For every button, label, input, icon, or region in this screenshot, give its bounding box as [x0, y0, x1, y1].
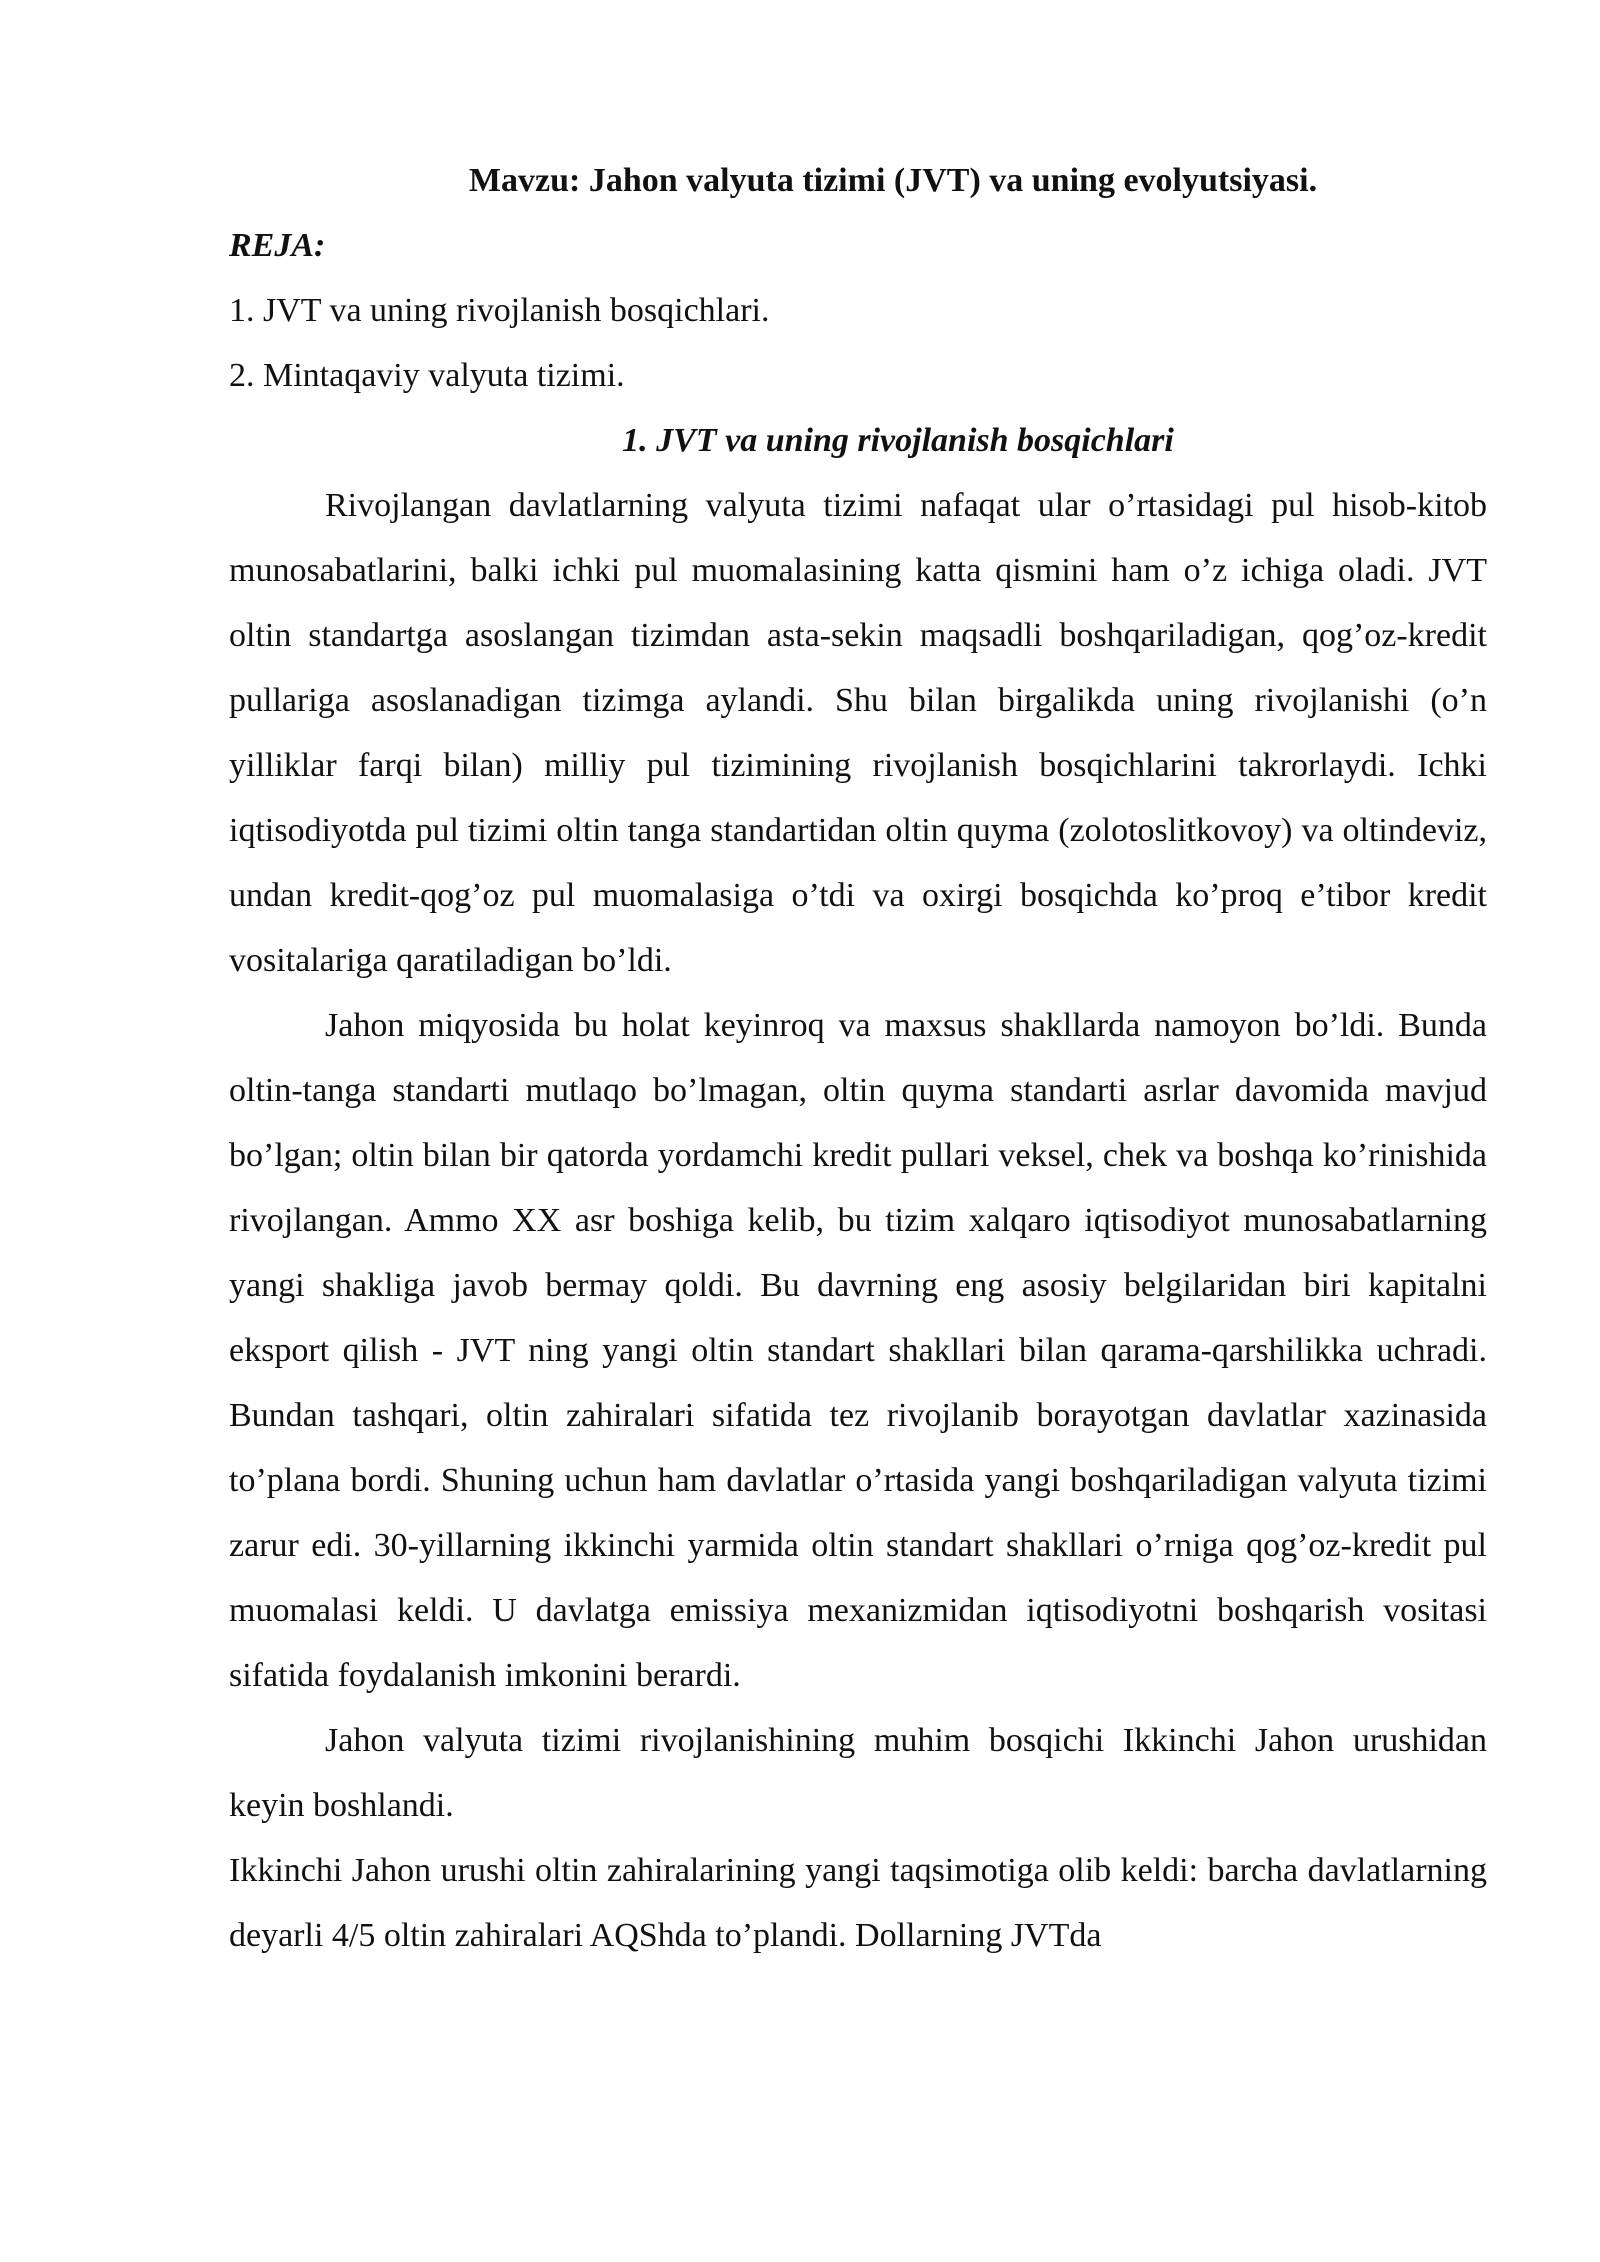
paragraph-3: Jahon valyuta tizimi rivojlanishining muhim bosqichi Ikkinchi Jahon urushidan keyin boshlandi. — [229, 1722, 1487, 1824]
plan-item-1: 1. JVT va uning rivojlanish bosqichlari. — [229, 292, 770, 329]
document-title: Mavzu: Jahon valyuta tizimi (JVT) va uning evolyutsiyasi. — [468, 162, 1318, 199]
paragraph-2: Jahon miqyosida bu holat keyinroq va maxsus shakllarda namoyon bo’ldi. Bunda oltin-tanga standarti mutlaqo bo’lmagan, oltin quyma standarti asrlar davomida mavjud bo’lgan; oltin bilan bir qatorda yordamchi kredit pullari veksel, chek va boshqa ko’rinishida rivojlangan. Ammo XX asr boshiga kelib, bu tizim xalqaro iqtisodiyot munosabatlarning yangi shakliga javob bermay qoldi. Bu davrning eng asosiy belgilaridan biri kapitalni eksport qilish - JVT ning yangi oltin standart shakllari bilan qarama-qarshilikka uchradi. Bundan tashqari, oltin zahiralari sifatida tez rivojlanib borayotgan davlatlar xazinasida to’plana bordi. Shuning uchun ham davlatlar o’rtasida yangi boshqariladigan valyuta tizimi zarur edi. 30-yillarning ikkinchi yarmida oltin standart shakllari o’rniga qog’oz-kredit pul muomalasi keldi. U davlatga emissiya mexanizmidan iqtisodiyotni boshqarish vositasi sifatida foydalanish imkonini berardi. — [229, 1007, 1487, 1694]
plan-label: REJA: — [229, 227, 326, 264]
plan-item-2: 2. Mintaqaviy valyuta tizimi. — [229, 357, 625, 394]
paragraph-1: Rivojlangan davlatlarning valyuta tizimi nafaqat ular o’rtasidagi pul hisob-kitob munosabatlarini, balki ichki pul muomalasining katta qismini ham o’z ichiga oladi. JVT oltin standartga asoslangan tizimdan asta-sekin maqsadli boshqariladigan, qog’oz-kredit pullariga asoslanadigan tizimga aylandi. Shu bilan birgalikda uning rivojlanishi (o’n yilliklar farqi bilan) milliy pul tizimining rivojlanish bosqichlarini takrorlaydi. Ichki iqtisodiyotda pul tizimi oltin tanga standartidan oltin quyma (zolotoslitkovoy) va oltindeviz, undan kredit-qog’oz pul muomalasiga o’tdi va oxirgi bosqichda ko’proq e’tibor kredit vositalariga qaratiladigan bo’ldi. — [229, 487, 1487, 979]
paragraph-4: Ikkinchi Jahon urushi oltin zahiralarining yangi taqsimotiga olib keldi: barcha davlatlarning deyarli 4/5 oltin zahiralari AQShda to’plandi. Dollarning JVTda — [229, 1852, 1487, 1954]
section-heading: 1. JVT va uning rivojlanish bosqichlari — [622, 422, 1174, 459]
document-page — [229, 148, 1487, 1968]
